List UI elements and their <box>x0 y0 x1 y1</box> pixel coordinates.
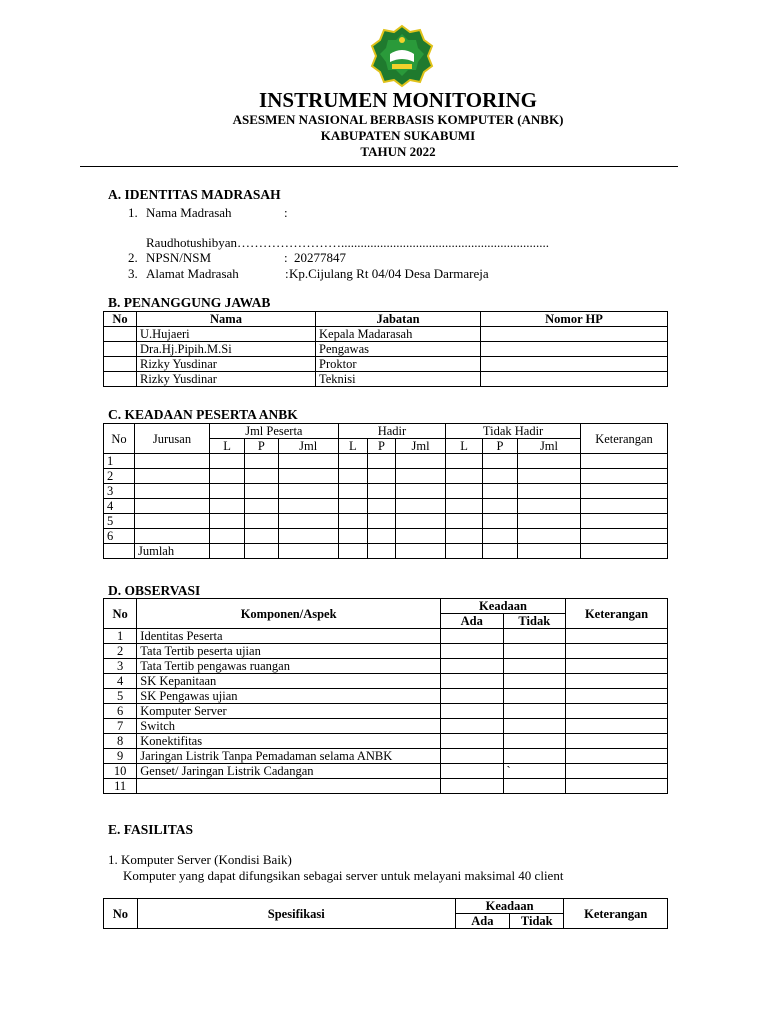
table-row <box>104 372 668 387</box>
cell-jabatan: Pengawas <box>316 342 481 357</box>
cell-no: 5 <box>104 514 135 529</box>
cell-keterangan <box>566 764 668 779</box>
item-number: 2. <box>128 250 138 265</box>
cell-komponen: Switch <box>137 719 441 734</box>
cell-nama: U.Hujaeri <box>137 327 316 342</box>
col-header-no: No <box>104 599 137 629</box>
col-header-jabatan: Jabatan <box>316 312 481 327</box>
cell-no: 11 <box>104 779 137 794</box>
cell <box>581 484 668 499</box>
cell <box>245 499 278 514</box>
cell <box>581 544 668 559</box>
table-row <box>104 629 668 644</box>
document-subtitle: ASESMEN NASIONAL BERBASIS KOMPUTER (ANBK) <box>232 112 564 127</box>
table-row <box>104 514 668 529</box>
table-row <box>104 644 668 659</box>
table-row-jumlah <box>104 544 668 559</box>
cell-tidak <box>503 704 566 719</box>
cell-ada <box>440 644 503 659</box>
ministry-logo <box>370 24 434 88</box>
cell <box>482 484 517 499</box>
cell-tidak <box>503 674 566 689</box>
cell <box>395 469 445 484</box>
item-label: Alamat Madrasah <box>146 266 239 281</box>
cell <box>338 484 367 499</box>
item-number: 3. <box>128 266 138 281</box>
cell <box>278 544 338 559</box>
cell-tidak <box>503 644 566 659</box>
cell <box>395 484 445 499</box>
col-header-keadaan: Keadaan <box>455 899 564 914</box>
cell-ada <box>440 719 503 734</box>
cell-komponen <box>137 779 441 794</box>
cell-no: 7 <box>104 719 137 734</box>
cell <box>446 484 483 499</box>
header-divider <box>80 166 678 167</box>
cell-ada <box>440 779 503 794</box>
identitas-nama-value: Raudhotushibyan……………………................................................................ <box>146 235 549 250</box>
cell <box>446 469 483 484</box>
cell <box>210 529 245 544</box>
cell <box>210 469 245 484</box>
cell <box>245 544 278 559</box>
cell <box>581 454 668 469</box>
cell-nama: Rizky Yusdinar <box>137 357 316 372</box>
col-subheader: Jml <box>278 439 338 454</box>
table-row <box>104 469 668 484</box>
cell <box>581 499 668 514</box>
cell-no: 3 <box>104 484 135 499</box>
cell-komponen: SK Kepanitaan <box>137 674 441 689</box>
fasilitas-table <box>103 898 668 929</box>
cell-komponen: Tata Tertib peserta ujian <box>137 644 441 659</box>
col-header-no: No <box>104 899 138 929</box>
cell <box>395 529 445 544</box>
table-row <box>104 499 668 514</box>
peserta-table <box>103 423 668 559</box>
cell <box>245 454 278 469</box>
col-header-keterangan: Keterangan <box>581 424 668 454</box>
cell <box>368 484 396 499</box>
cell <box>395 544 445 559</box>
cell-no: 3 <box>104 659 137 674</box>
cell <box>482 514 517 529</box>
cell <box>517 469 580 484</box>
col-header-spesifikasi: Spesifikasi <box>137 899 455 929</box>
cell-keterangan <box>566 689 668 704</box>
section-penanggung-heading: B. PENANGGUNG JAWAB <box>108 295 271 310</box>
item-value: Kp.Cijulang Rt 04/04 Desa Darmareja <box>289 266 489 281</box>
document-subtitle-year: TAHUN 2022 <box>360 144 436 159</box>
item-separator: : <box>284 250 288 265</box>
cell <box>245 469 278 484</box>
col-header-keadaan: Keadaan <box>440 599 565 614</box>
table-row <box>104 764 668 779</box>
table-row <box>104 674 668 689</box>
col-subheader: P <box>245 439 278 454</box>
col-header-ada: Ada <box>455 914 509 929</box>
cell <box>517 499 580 514</box>
cell-ada <box>440 734 503 749</box>
cell <box>245 529 278 544</box>
col-header-keterangan: Keterangan <box>564 899 668 929</box>
cell <box>368 514 396 529</box>
cell-ada <box>440 629 503 644</box>
document-title: INSTRUMEN MONITORING <box>259 88 537 112</box>
col-header-hadir: Hadir <box>338 424 445 439</box>
col-header-komponen: Komponen/Aspek <box>137 599 441 629</box>
document-subtitle-region: KABUPATEN SUKABUMI <box>320 128 476 143</box>
cell <box>245 514 278 529</box>
cell <box>446 514 483 529</box>
col-header-jurusan: Jurusan <box>135 424 210 454</box>
cell-jurusan: Jumlah <box>135 544 210 559</box>
table-row <box>104 719 668 734</box>
cell-tidak <box>503 749 566 764</box>
cell <box>368 544 396 559</box>
item-number: 1. <box>128 205 138 220</box>
cell-jabatan: Proktor <box>316 357 481 372</box>
table-row <box>104 529 668 544</box>
section-identitas-heading: A. IDENTITAS MADRASAH <box>108 187 281 202</box>
table-row <box>104 704 668 719</box>
item-label: NPSN/NSM <box>146 250 212 265</box>
cell-tidak: ` <box>503 764 566 779</box>
col-subheader: Jml <box>395 439 445 454</box>
table-row <box>104 454 668 469</box>
table-row <box>104 689 668 704</box>
cell <box>368 454 396 469</box>
cell-tidak <box>503 734 566 749</box>
cell-keterangan <box>566 749 668 764</box>
cell <box>581 469 668 484</box>
cell-no: 4 <box>104 499 135 514</box>
cell <box>368 529 396 544</box>
cell <box>446 499 483 514</box>
cell-nama: Dra.Hj.Pipih.M.Si <box>137 342 316 357</box>
cell <box>278 469 338 484</box>
col-subheader: L <box>446 439 483 454</box>
cell <box>338 469 367 484</box>
cell <box>338 454 367 469</box>
cell-ada <box>440 749 503 764</box>
cell <box>135 499 210 514</box>
cell <box>245 484 278 499</box>
fasilitas-item-1-description: Komputer yang dapat difungsikan sebagai server untuk melayani maksimal 40 client <box>123 868 564 883</box>
col-subheader: L <box>338 439 367 454</box>
cell <box>135 529 210 544</box>
cell <box>210 544 245 559</box>
cell <box>135 484 210 499</box>
cell-ada <box>440 764 503 779</box>
cell <box>135 514 210 529</box>
cell-ada <box>440 674 503 689</box>
cell <box>517 484 580 499</box>
cell-keterangan <box>566 704 668 719</box>
cell <box>517 529 580 544</box>
cell <box>581 514 668 529</box>
cell <box>278 514 338 529</box>
cell <box>135 469 210 484</box>
cell <box>395 514 445 529</box>
cell-no: 5 <box>104 689 137 704</box>
cell <box>210 484 245 499</box>
item-separator: : <box>284 205 288 220</box>
cell <box>278 454 338 469</box>
cell <box>395 454 445 469</box>
cell <box>482 454 517 469</box>
cell-tidak <box>503 629 566 644</box>
cell-no: 2 <box>104 469 135 484</box>
cell-no: 8 <box>104 734 137 749</box>
identitas-item-2 <box>128 250 346 266</box>
col-subheader: Jml <box>517 439 580 454</box>
col-header-no: No <box>104 424 135 454</box>
cell-jabatan: Teknisi <box>316 372 481 387</box>
cell <box>482 499 517 514</box>
cell <box>482 469 517 484</box>
cell-komponen: Genset/ Jaringan Listrik Cadangan <box>137 764 441 779</box>
cell-no: 6 <box>104 704 137 719</box>
cell <box>517 514 580 529</box>
col-subheader: L <box>210 439 245 454</box>
cell-keterangan <box>566 674 668 689</box>
identitas-item-3 <box>128 266 489 282</box>
cell <box>368 469 396 484</box>
cell-komponen: SK Pengawas ujian <box>137 689 441 704</box>
section-observasi-heading: D. OBSERVASI <box>108 583 201 598</box>
cell-nama: Rizky Yusdinar <box>137 372 316 387</box>
cell-no: 1 <box>104 629 137 644</box>
col-header-nama: Nama <box>137 312 316 327</box>
cell-no: 10 <box>104 764 137 779</box>
table-row <box>104 342 668 357</box>
table-row <box>104 779 668 794</box>
cell-keterangan <box>566 734 668 749</box>
cell <box>517 454 580 469</box>
cell-ada <box>440 689 503 704</box>
cell-keterangan <box>566 644 668 659</box>
cell <box>446 529 483 544</box>
cell <box>446 454 483 469</box>
table-row <box>104 357 668 372</box>
identitas-item-1 <box>128 205 288 221</box>
cell-no: 4 <box>104 674 137 689</box>
cell-komponen: Komputer Server <box>137 704 441 719</box>
table-row <box>104 734 668 749</box>
cell-ada <box>440 659 503 674</box>
cell-komponen: Tata Tertib pengawas ruangan <box>137 659 441 674</box>
cell <box>368 499 396 514</box>
cell <box>104 544 135 559</box>
section-peserta-heading: C. KEADAAN PESERTA ANBK <box>108 407 298 422</box>
table-row <box>104 327 668 342</box>
col-header-tidak-hadir: Tidak Hadir <box>446 424 581 439</box>
col-subheader: P <box>368 439 396 454</box>
cell-no: 1 <box>104 454 135 469</box>
cell <box>482 544 517 559</box>
cell-jabatan: Kepala Madarasah <box>316 327 481 342</box>
item-label: Nama Madrasah <box>146 205 232 220</box>
item-value: 20277847 <box>294 250 346 265</box>
cell-keterangan <box>566 779 668 794</box>
section-fasilitas-heading: E. FASILITAS <box>108 822 194 837</box>
col-header-tidak: Tidak <box>503 614 566 629</box>
col-header-tidak: Tidak <box>510 914 564 929</box>
col-header-no: No <box>104 312 137 327</box>
cell-tidak <box>503 779 566 794</box>
cell-keterangan <box>566 629 668 644</box>
cell <box>278 529 338 544</box>
col-header-ada: Ada <box>440 614 503 629</box>
cell-no: 6 <box>104 529 135 544</box>
cell-tidak <box>503 689 566 704</box>
cell-komponen: Identitas Peserta <box>137 629 441 644</box>
cell <box>338 514 367 529</box>
col-header-nomor-hp: Nomor HP <box>481 312 668 327</box>
cell-komponen: Konektifitas <box>137 734 441 749</box>
cell <box>338 529 367 544</box>
cell <box>338 499 367 514</box>
cell-komponen: Jaringan Listrik Tanpa Pemadaman selama ANBK <box>137 749 441 764</box>
cell <box>210 499 245 514</box>
cell <box>338 544 367 559</box>
col-header-jml-peserta: Jml Peserta <box>210 424 339 439</box>
table-row <box>104 659 668 674</box>
cell-no: 2 <box>104 644 137 659</box>
cell-no: 9 <box>104 749 137 764</box>
cell <box>446 544 483 559</box>
cell-keterangan <box>566 719 668 734</box>
cell <box>395 499 445 514</box>
cell <box>517 544 580 559</box>
col-subheader: P <box>482 439 517 454</box>
observasi-table <box>103 598 668 794</box>
cell <box>278 499 338 514</box>
cell <box>482 529 517 544</box>
cell <box>210 514 245 529</box>
cell-ada <box>440 704 503 719</box>
penanggung-table <box>103 311 668 387</box>
fasilitas-item-1: 1. Komputer Server (Kondisi Baik) <box>108 852 292 867</box>
cell <box>581 529 668 544</box>
cell <box>210 454 245 469</box>
cell-keterangan <box>566 659 668 674</box>
col-header-keterangan: Keterangan <box>566 599 668 629</box>
cell <box>278 484 338 499</box>
cell <box>135 454 210 469</box>
table-row <box>104 484 668 499</box>
item-separator: : <box>285 266 289 281</box>
table-row <box>104 749 668 764</box>
cell-tidak <box>503 659 566 674</box>
cell-tidak <box>503 719 566 734</box>
